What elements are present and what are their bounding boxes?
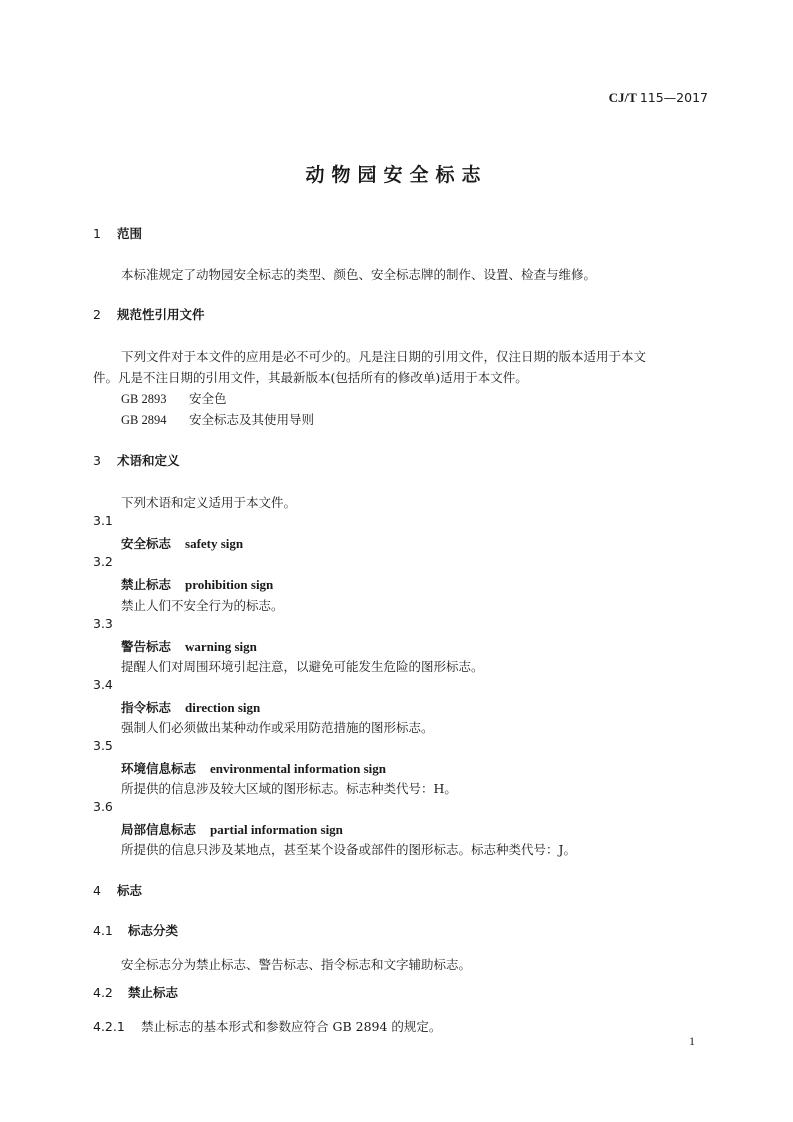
term-definition: 强制人们必须做出某种动作或采用防范措施的图形标志。 [121, 720, 434, 735]
reference-item: GB 2893 安全色 [121, 391, 227, 406]
term-number: 3.4 [93, 677, 113, 692]
term-title: 警告标志 warning sign [121, 639, 257, 654]
standard-prefix: CJ/T [608, 90, 637, 105]
term-number: 3.3 [93, 616, 113, 631]
section-2-heading: 2 规范性引用文件 [93, 307, 205, 322]
term-title: 指令标志 direction sign [121, 700, 261, 715]
section-2-text-line-2: 件。凡是不注日期的引用文件，其最新版本(包括所有的修改单)适用于本文件。 [93, 370, 528, 385]
document-title: 动物园安全标志 [305, 164, 488, 186]
section-4-1-heading: 4.1 标志分类 [93, 923, 179, 938]
term-definition: 所提供的信息只涉及某地点，甚至某个设备或部件的图形标志。标志种类代号：J。 [121, 842, 577, 857]
term-number: 3.5 [93, 738, 113, 753]
term-definition: 提醒人们对周围环境引起注意，以避免可能发生危险的图形标志。 [121, 659, 484, 674]
term-definition: 所提供的信息涉及较大区域的图形标志。标志种类代号：H。 [121, 781, 457, 796]
section-1-text: 本标准规定了动物园安全标志的类型、颜色、安全标志牌的制作、设置、检查与维修。 [121, 267, 597, 282]
term-title: 禁止标志 prohibition sign [121, 577, 274, 592]
page-number: 1 [689, 1034, 695, 1048]
reference-item: GB 2894 安全标志及其使用导则 [121, 412, 315, 427]
clause-4-2-1: 4.2.1 禁止标志的基本形式和参数应符合 GB 2894 的规定。 [93, 1019, 442, 1034]
term-definition: 禁止人们不安全行为的标志。 [121, 598, 284, 613]
section-1-heading: 1 范围 [93, 226, 143, 241]
standard-number: 115—2017 [639, 90, 708, 105]
term-title: 安全标志 safety sign [121, 536, 244, 551]
section-4-heading: 4 标志 [93, 883, 143, 898]
section-3-heading: 3 术语和定义 [93, 453, 180, 468]
term-number: 3.2 [93, 554, 113, 569]
term-number: 3.1 [93, 513, 113, 528]
term-title: 环境信息标志 environmental information sign [121, 761, 387, 776]
section-4-1-text: 安全标志分为禁止标志、警告标志、指令标志和文字辅助标志。 [121, 957, 472, 972]
section-2-text-line-1: 下列文件对于本文件的应用是必不可少的。凡是注日期的引用文件，仅注日期的版本适用于本文 [121, 349, 647, 364]
section-3-intro: 下列术语和定义适用于本文件。 [121, 495, 297, 510]
section-4-2-heading: 4.2 禁止标志 [93, 985, 179, 1000]
term-number: 3.6 [93, 799, 113, 814]
standard-code [609, 90, 708, 106]
term-title: 局部信息标志 partial information sign [121, 822, 343, 837]
